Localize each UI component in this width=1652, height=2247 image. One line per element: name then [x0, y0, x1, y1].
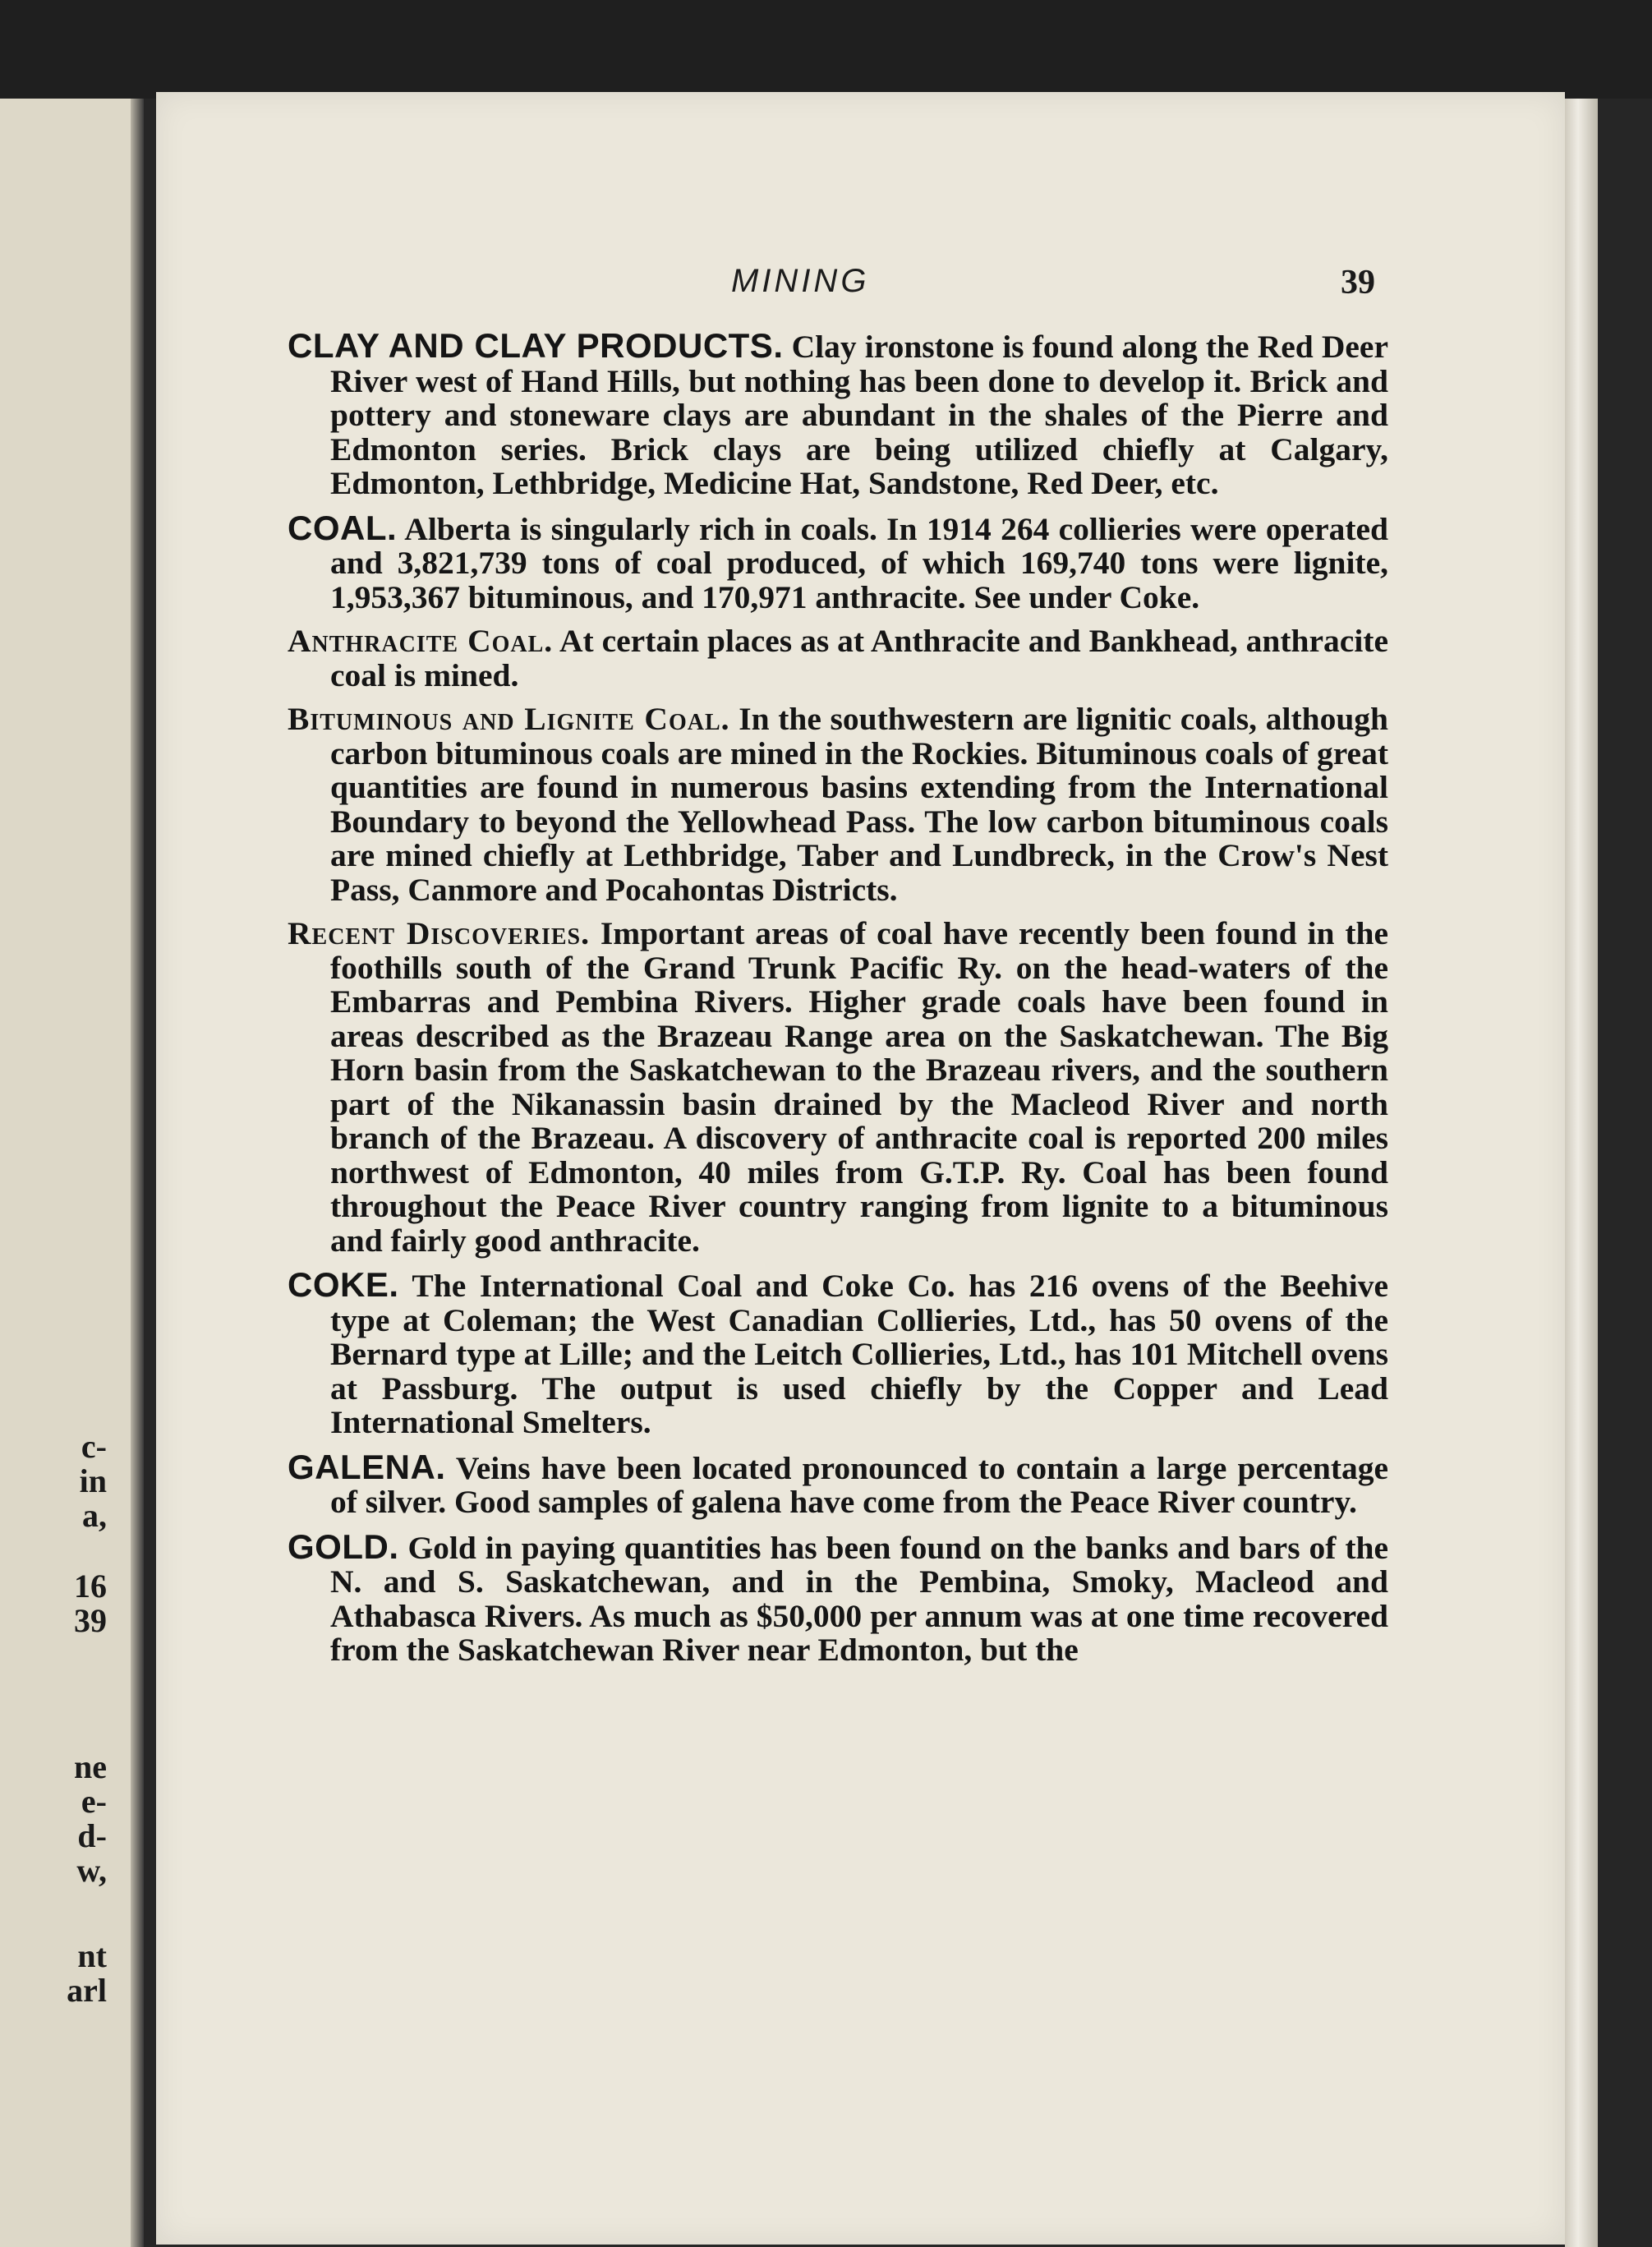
entry-clay-products — [288, 326, 1388, 501]
left-page-fragment: 39 — [74, 1602, 107, 1639]
entry-body: Gold in paying quantities has been found on the banks and bars of the N. and S. Saskatchewan, and in the Pembina, Smoky, Macleod and Athabasca Rivers. As much as $50,000 per annum was at one time recovered from the Saskatchewan River near Edmonton, but the — [330, 1529, 1389, 1668]
left-facing-page — [0, 99, 144, 2247]
entry-bituminous-lignite-coal — [288, 702, 1388, 907]
left-page-fragment: in — [79, 1462, 107, 1499]
entry-coal — [288, 508, 1389, 615]
left-page-fragment: arl — [67, 1972, 107, 2009]
scan-background-top — [0, 0, 1652, 99]
entry-heading: COKE. — [288, 1265, 399, 1304]
entry-heading: GOLD. — [288, 1526, 399, 1566]
page-number: 39 — [1341, 264, 1375, 302]
entry-gold — [288, 1526, 1389, 1668]
page-gutter — [131, 99, 144, 2247]
left-page-fragment: w, — [76, 1852, 107, 1889]
entry-body: Important areas of coal have recently been found in the foothills south of the Grand Trunk Pacific Ry. on the head-waters of the Embarras and Pembina Rivers. Higher grade coals have been found in areas described as the Brazeau Range area on the Saskatchewan. The Big Horn basin from the Saskatchewan to the Brazeau rivers, and the southern part of the Nikanassin basin drained by the Macleod River and north branch of the Brazeau. A discovery of anthracite coal is reported 200 miles northwest of Edmonton, 40 miles from G.T.P. Ry. Coal has been found throughout the Peace River country ranging from lignite to a bituminous and fairly good anthracite. — [330, 915, 1388, 1259]
entry-heading: Anthracite Coal. — [288, 623, 554, 659]
entry-coke — [288, 1265, 1388, 1440]
entry-anthracite-coal — [288, 624, 1388, 693]
entry-heading: Bituminous and Lignite Coal. — [288, 701, 730, 737]
entry-body: Clay ironstone is found along the Red Deer River west of Hand Hills, but nothing has been done to develop it. Brick and pottery and stoneware clays are abundant in the shales of the Pierre and Edmonton series. Brick clays are being utilized chiefly at Calgary, Edmonton, Lethbridge, Medicine Hat, Sandstone, Red Deer, etc. — [330, 329, 1388, 501]
left-page-fragment: c- — [81, 1428, 107, 1465]
page-body — [288, 326, 1389, 1678]
entry-body: The International Coal and Coke Co. has 216 ovens of the Beehive type at Coleman; the West Canadian Collieries, Ltd., has 50 ovens of the Bernard type at Lille; and the Leitch Collieries, Ltd., has 101 Mitchell ovens at Passburg. The output is used chiefly by the Copper and Lead International Smelters. — [330, 1268, 1388, 1440]
left-page-fragment: ne — [74, 1748, 107, 1785]
entry-body: At certain places as at Anthracite and Bankhead, anthracite coal is mined. — [330, 623, 1388, 693]
entry-galena — [288, 1447, 1389, 1520]
left-page-fragment: d- — [77, 1817, 107, 1854]
page-edge — [1565, 99, 1598, 2247]
entry-recent-discoveries — [288, 917, 1388, 1258]
entry-heading: Recent Discoveries. — [288, 915, 590, 951]
left-page-fragment: a, — [82, 1497, 107, 1534]
entry-body: In the southwestern are lignitic coals, although carbon bituminous coals are mined in the Rockies. Bituminous coals of great quantities are found in numerous basins extending from the International Boundary to beyond the Yellowhead Pass. The low carbon bituminous coals are mined chiefly at Lethbridge, Taber and Lundbreck, in the Crow's Nest Pass, Canmore and Pocahontas Districts. — [330, 701, 1389, 908]
running-header: MINING — [731, 263, 870, 299]
left-page-fragment: nt — [77, 1937, 107, 1974]
entry-heading: GALENA. — [288, 1447, 446, 1486]
entry-body: Veins have been located pronounced to contain a large percentage of silver. Good samples of galena have come from the Peace River country. — [330, 1449, 1389, 1520]
entry-body: Alberta is singularly rich in coals. In 1914 264 collieries were operated and 3,821,739 tons of coal produced, of which 169,740 tons were lignite, 1,953,367 bituminous, and 170,971 anthracite. See under Coke. — [330, 510, 1389, 615]
left-page-fragment: 16 — [74, 1568, 107, 1605]
left-page-fragment: e- — [81, 1783, 107, 1820]
entry-heading: CLAY AND CLAY PRODUCTS. — [288, 326, 784, 365]
entry-heading: COAL. — [288, 508, 398, 547]
